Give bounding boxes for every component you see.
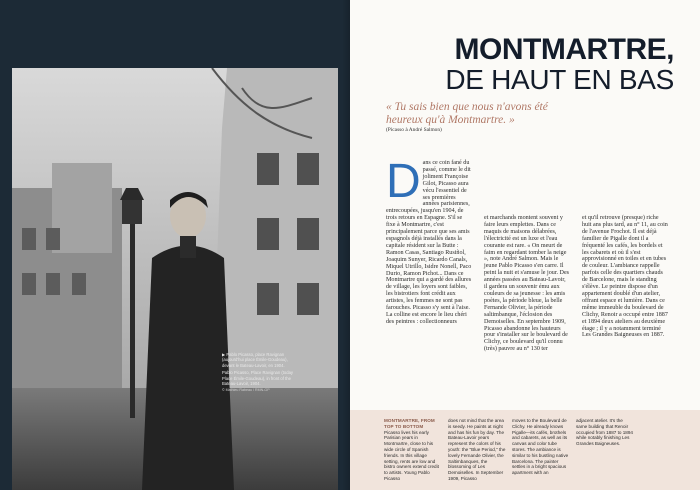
summary-heading: MONTMARTRE, FROM TOP TO BOTTOM: [384, 418, 435, 429]
title-line-2: DE HAUT EN BAS: [445, 64, 674, 95]
caption-credit: © Mathieu Rabeau / RMN-GP: [222, 388, 270, 393]
photo-caption: [222, 352, 294, 396]
summary-column-3: moves to the Boulevard de Clichy. He already knows Pigalle—its cafés, brothels and cabarets, as well as its canvas and color tube stores. The ambiance is similar to his bustling native Barcelona. The painter settles in a bright spacious apartment with an: [512, 418, 569, 476]
summary-column-1: [384, 418, 442, 482]
english-summary-band: [350, 410, 700, 490]
article-title: [445, 35, 674, 95]
body-column-2: et marchands montent souvent y faire leurs emplettes. Dans ce maquis de maisons délabrées, l'électricité est un luxe et l'eau courante est rare. « On meurt de faim en regardant tomber la neige », note André Salmon. Mais le jeune Pablo Picasso s'en carre. Il peint la nuit et s'amuse le jour. Des années passées au Bateau-Lavoir, il gardera un souvenir ému aux couleurs de sa jeunesse : les amis poètes, la période bleue, la belle Fernande Olivier, la période saltimbanque, l'éclosion des Demoiselles. En septembre 1909, Picasso abandonne les hauteurs pour s'installer sur le boulevard de Clichy, ce boulevard qu'il connu (très) pauvre au n° 130 ter: [484, 215, 570, 353]
body-column-1-text: ans ce coin fané du passé, comme le dit joliment Françoise Gilot, Picasso aura vécu l'essentiel de ses premières années parisiennes, entrecoupées, jusqu'en 1904, de trois retours en Espagne. S'il se fixe à Montmartre, c'est principalement parce que ses amis espagnols déjà installés dans la capitale résident sur la Butte : Ramon Casas, Santiago Rusiñol, Joaquim Sunyer, Ricardo Canals, Miquel Utrillo, Isidre Nonell, Paco Durio, Ramon Pichot... Dans ce Montmartre qui a gardé des allures de village, les loyers sont faibles, les bistrotiers font crédit aux artistes, les femmes ne sont pas farouches. Picasso s'y sent à l'aise. La colline est encore le lieu chéri des peintres : collectionneurs: [386, 160, 472, 325]
pull-quote: « Tu sais bien que nous n'avons été heureux qu'à Montmartre. »: [386, 101, 548, 126]
summary-column-2: does not mind that the area is seedy. He paints at night and has his fun by day. The Bateau-Lavoir years represent the colors of his youth: the "Blue Period," the lovely Fernande Olivier, the Saltimbanques, the blossoming of Les Demoiselles. In September 1909, Picasso: [448, 418, 506, 481]
caption-english: Pablo Picasso, Place Ravignan (today Place Émile-Goudeau), in front of the Bateau-Lavoir, 1904.: [222, 370, 293, 387]
body-column-3: et qu'il retrouve (presque) riche huit ans plus tard, au n° 11, au coin de l'avenue Frochot. Il est déjà familier de Pigalle dont il a fréquenté les cafés, les bordels et les cabarets et où il s'est approvisionné en toiles et en tubes de couleur. L'ambiance rappelle parfois celle des quartiers chauds de Barcelone, mais le standing s'élève. Le peintre dispose d'un appartement doublé d'un atelier, offrant espace et lumière. Dans ce même immeuble du boulevard de Clichy, Renoir a occupé entre 1887 et 1894 deux ateliers au deuxième étage ; il y a notamment terminé Les Grandes Baigneuses en 1887.: [582, 215, 668, 339]
photo-illustration: [12, 68, 338, 490]
summary-column-1-text: Picasso lives his early Parisian years in Montmartre, close to his wide circle of Spanish friends. In this village setting, rents are low and bistro owners extend credit to artists. Young Pablo Picasso: [384, 429, 439, 481]
summary-column-4: adjacent atelier. It's the same building that Renoir occupied from 1887 to 1894 while notably finishing Les Grandes Baigneuses.: [576, 418, 633, 447]
drop-cap: D: [386, 155, 421, 208]
body-column-1: [386, 155, 472, 326]
quote-attribution: (Picasso à André Salmon): [386, 127, 442, 133]
article-body: [386, 155, 676, 406]
photograph-picasso-place-ravignan: [12, 68, 338, 490]
caption-french: ▶ Pablo Picasso, place Ravignan (aujourd'hui place Émile-Goudeau), devant le Bateau-Lavoir, en 1904.: [222, 352, 288, 368]
title-line-1: MONTMARTRE,: [454, 33, 674, 66]
